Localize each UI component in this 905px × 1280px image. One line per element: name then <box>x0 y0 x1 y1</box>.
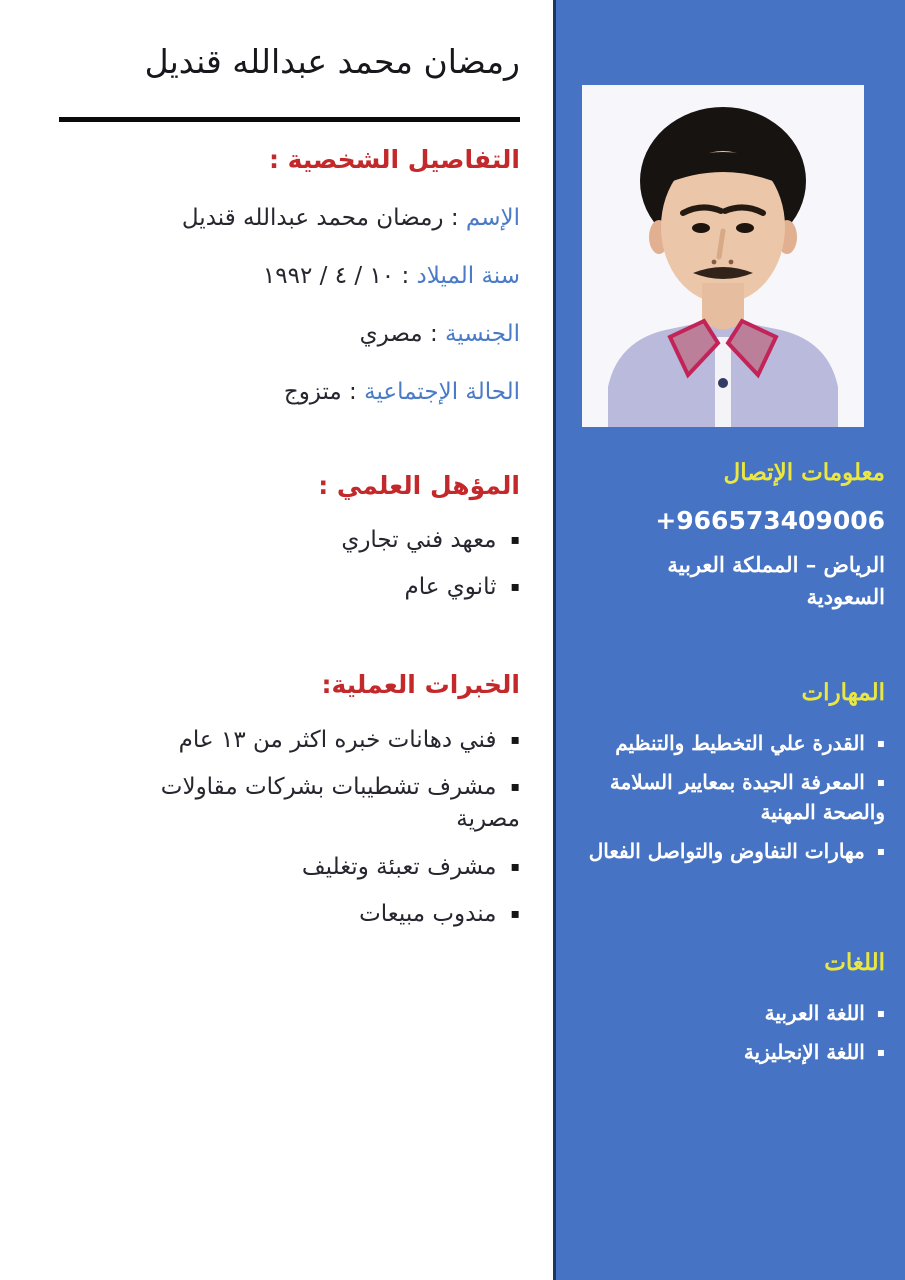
skill-item: القدرة علي التخطيط والتنظيم <box>615 730 865 755</box>
square-bullet-icon: ▪ <box>876 1044 885 1059</box>
profile-photo <box>582 85 864 427</box>
detail-value: مصري <box>359 320 423 347</box>
detail-value: رمضان محمد عبدالله قنديل <box>181 205 444 232</box>
detail-label: الحالة الإجتماعية <box>364 378 520 405</box>
education-heading: المؤهل العلمي : <box>318 470 520 500</box>
list-item <box>135 771 520 835</box>
languages-list <box>585 998 885 1067</box>
list-item <box>135 524 520 556</box>
label-separator: : <box>341 378 365 405</box>
square-bullet-icon: ▪ <box>510 532 520 549</box>
list-item <box>585 836 885 866</box>
detail-value: ١٠ / ٤ / ١٩٩٢ <box>262 262 395 289</box>
detail-label: سنة الميلاد <box>416 262 520 289</box>
languages-section <box>582 948 885 1076</box>
skill-item: المعرفة الجيدة بمعايير السلامة والصحة المهنية <box>609 769 885 824</box>
section-education <box>59 470 520 604</box>
list-item <box>585 1037 885 1067</box>
square-bullet-icon: ▪ <box>876 843 885 858</box>
square-bullet-icon: ▪ <box>510 579 520 596</box>
detail-value: متزوج <box>283 378 342 405</box>
education-list <box>135 524 520 603</box>
detail-row-nationality <box>59 320 520 350</box>
experience-item: مشرف تعبئة وتغليف <box>301 853 497 880</box>
skills-heading: المهارات <box>801 679 885 706</box>
detail-label: الجنسية <box>445 320 520 347</box>
list-item <box>585 998 885 1028</box>
personal-details-heading: التفاصيل الشخصية : <box>268 144 520 174</box>
square-bullet-icon: ▪ <box>510 905 520 922</box>
list-item <box>135 724 520 756</box>
list-item <box>585 767 885 827</box>
list-item <box>135 571 520 603</box>
title-underline <box>59 117 520 122</box>
education-item: معهد فني تجاري <box>341 527 497 554</box>
label-separator: : <box>422 320 446 347</box>
page-title: رمضان محمد عبدالله قنديل <box>144 42 520 81</box>
language-item: اللغة الإنجليزية <box>743 1039 865 1064</box>
language-item: اللغة العربية <box>764 1000 865 1025</box>
skills-section <box>582 678 885 875</box>
list-item <box>585 728 885 758</box>
sidebar <box>553 0 905 1280</box>
detail-label: الإسم <box>465 205 520 232</box>
list-item <box>135 851 520 883</box>
square-bullet-icon: ▪ <box>510 731 520 748</box>
experience-item: مندوب مبيعات <box>359 900 497 927</box>
section-experience <box>59 669 520 929</box>
phone-number: +966573409006 <box>655 505 885 535</box>
label-separator: : <box>394 262 417 289</box>
square-bullet-icon: ▪ <box>876 774 885 789</box>
experience-item: فني دهانات خبره اكثر من ١٣ عام <box>178 726 497 753</box>
list-item <box>135 898 520 930</box>
skills-list <box>585 728 885 866</box>
education-item: ثانوي عام <box>404 574 497 601</box>
experience-heading: الخبرات العملية: <box>321 670 520 700</box>
section-personal-details <box>59 144 520 408</box>
square-bullet-icon: ▪ <box>510 779 520 796</box>
square-bullet-icon: ▪ <box>510 858 520 875</box>
label-separator: : <box>443 205 466 232</box>
skill-item: مهارات التفاوض والتواصل الفعال <box>588 838 865 863</box>
contact-heading: معلومات الإتصال <box>723 459 885 486</box>
location-text: الرياض – المملكة العربية السعودية <box>667 551 885 610</box>
detail-row-marital-status <box>59 378 520 408</box>
detail-row-birthdate <box>59 262 520 292</box>
languages-heading: اللغات <box>824 949 885 976</box>
square-bullet-icon: ▪ <box>876 1005 885 1020</box>
profile-photo-illustration <box>582 85 864 427</box>
experience-list <box>135 724 520 930</box>
contact-section <box>582 458 885 614</box>
experience-item: مشرف تشطيبات بشركات مقاولات مصرية <box>160 774 520 833</box>
square-bullet-icon: ▪ <box>876 735 885 750</box>
detail-row-name <box>59 204 520 234</box>
